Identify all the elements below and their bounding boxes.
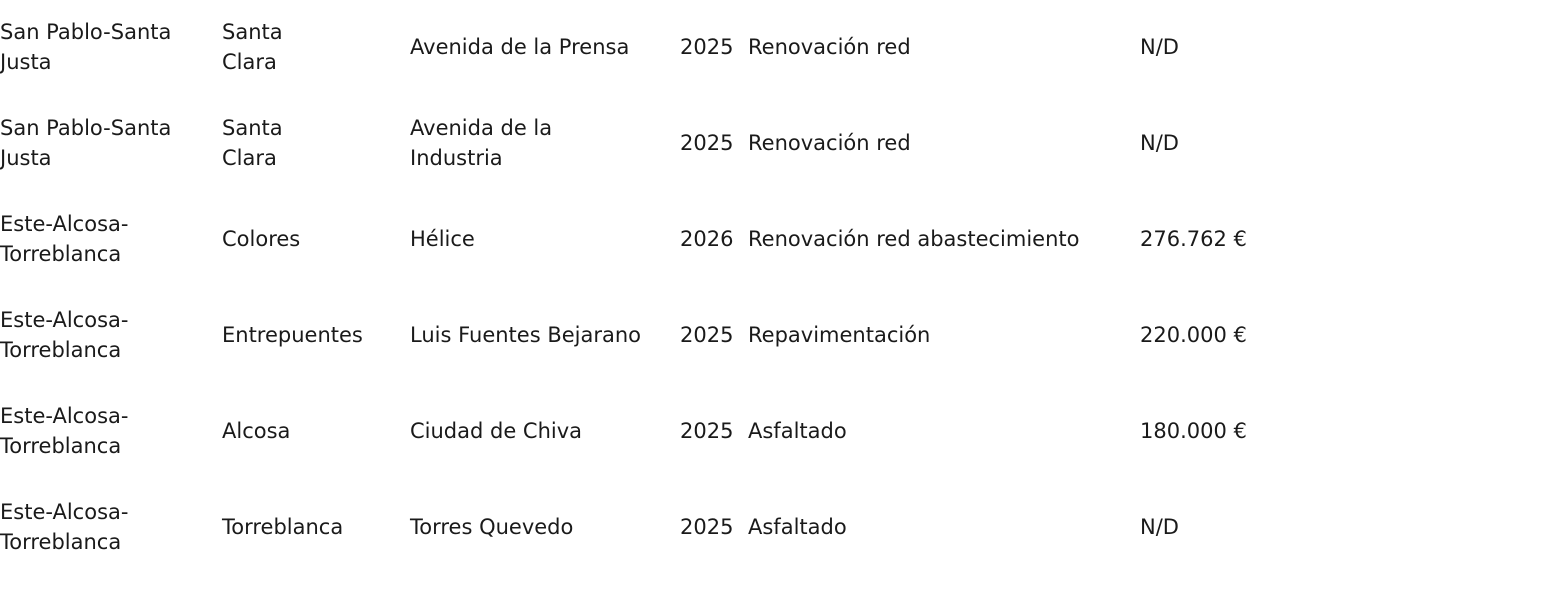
cell-street: [410, 96, 680, 192]
neighborhood-text: Santa Clara: [222, 116, 283, 170]
cell-year: [680, 192, 748, 288]
street-text: Avenida de la Prensa: [410, 35, 630, 60]
cell-action: [748, 384, 1140, 480]
table-row: [0, 0, 1546, 96]
street-text: Avenida de la Industria: [410, 116, 553, 170]
amount-text: 220.000 €: [1140, 323, 1247, 348]
district-text: Este-Alcosa-Torreblanca: [0, 308, 129, 362]
cell-amount: [1140, 480, 1546, 576]
cell-amount: [1140, 0, 1546, 96]
action-text: Renovación red abastecimiento: [748, 227, 1080, 252]
cell-amount: [1140, 384, 1546, 480]
neighborhood-text: Torreblanca: [222, 515, 344, 540]
neighborhood-text: Entrepuentes: [222, 323, 363, 348]
district-text: San Pablo-Santa Justa: [0, 116, 172, 170]
action-text: Asfaltado: [748, 419, 847, 444]
cell-year: [680, 288, 748, 384]
amount-text: N/D: [1140, 515, 1179, 540]
cell-neighborhood: [222, 0, 410, 96]
action-text: Repavimentación: [748, 323, 931, 348]
amount-text: 180.000 €: [1140, 419, 1247, 444]
cell-neighborhood: [222, 96, 410, 192]
year-text: 2025: [680, 131, 734, 156]
street-text: Ciudad de Chiva: [410, 419, 583, 444]
cell-action: [748, 192, 1140, 288]
cell-street: [410, 384, 680, 480]
cell-year: [680, 96, 748, 192]
action-text: Renovación red: [748, 35, 911, 60]
cell-neighborhood: [222, 384, 410, 480]
district-text: San Pablo-Santa Justa: [0, 20, 172, 74]
street-text: Luis Fuentes Bejarano: [410, 323, 642, 348]
year-text: 2025: [680, 323, 734, 348]
cell-year: [680, 384, 748, 480]
cell-action: [748, 480, 1140, 576]
district-text: Este-Alcosa-Torreblanca: [0, 212, 129, 266]
neighborhood-text: Santa Clara: [222, 20, 283, 74]
cell-action: [748, 0, 1140, 96]
table-row: [0, 384, 1546, 480]
year-text: 2026: [680, 227, 734, 252]
action-text: Asfaltado: [748, 515, 847, 540]
cell-district: [0, 0, 222, 96]
neighborhood-text: Colores: [222, 227, 301, 252]
cell-district: [0, 384, 222, 480]
cell-amount: [1140, 288, 1546, 384]
table-row: [0, 288, 1546, 384]
table-row: [0, 480, 1546, 576]
action-text: Renovación red: [748, 131, 911, 156]
cell-street: [410, 192, 680, 288]
table-row: [0, 192, 1546, 288]
cell-amount: [1140, 192, 1546, 288]
cell-street: [410, 480, 680, 576]
cell-amount: [1140, 96, 1546, 192]
cell-neighborhood: [222, 480, 410, 576]
amount-text: N/D: [1140, 35, 1179, 60]
cell-street: [410, 0, 680, 96]
amount-text: 276.762 €: [1140, 227, 1247, 252]
cell-neighborhood: [222, 192, 410, 288]
cell-district: [0, 480, 222, 576]
cell-district: [0, 96, 222, 192]
cell-year: [680, 480, 748, 576]
cell-street: [410, 288, 680, 384]
cell-year: [680, 0, 748, 96]
amount-text: N/D: [1140, 131, 1179, 156]
neighborhood-text: Alcosa: [222, 419, 291, 444]
district-text: Este-Alcosa-Torreblanca: [0, 404, 129, 458]
table-row: [0, 96, 1546, 192]
district-text: Este-Alcosa-Torreblanca: [0, 500, 129, 554]
cell-action: [748, 288, 1140, 384]
cell-district: [0, 288, 222, 384]
street-text: Hélice: [410, 227, 475, 252]
cell-action: [748, 96, 1140, 192]
cell-district: [0, 192, 222, 288]
cell-neighborhood: [222, 288, 410, 384]
year-text: 2025: [680, 419, 734, 444]
year-text: 2025: [680, 515, 734, 540]
year-text: 2025: [680, 35, 734, 60]
street-text: Torres Quevedo: [410, 515, 574, 540]
